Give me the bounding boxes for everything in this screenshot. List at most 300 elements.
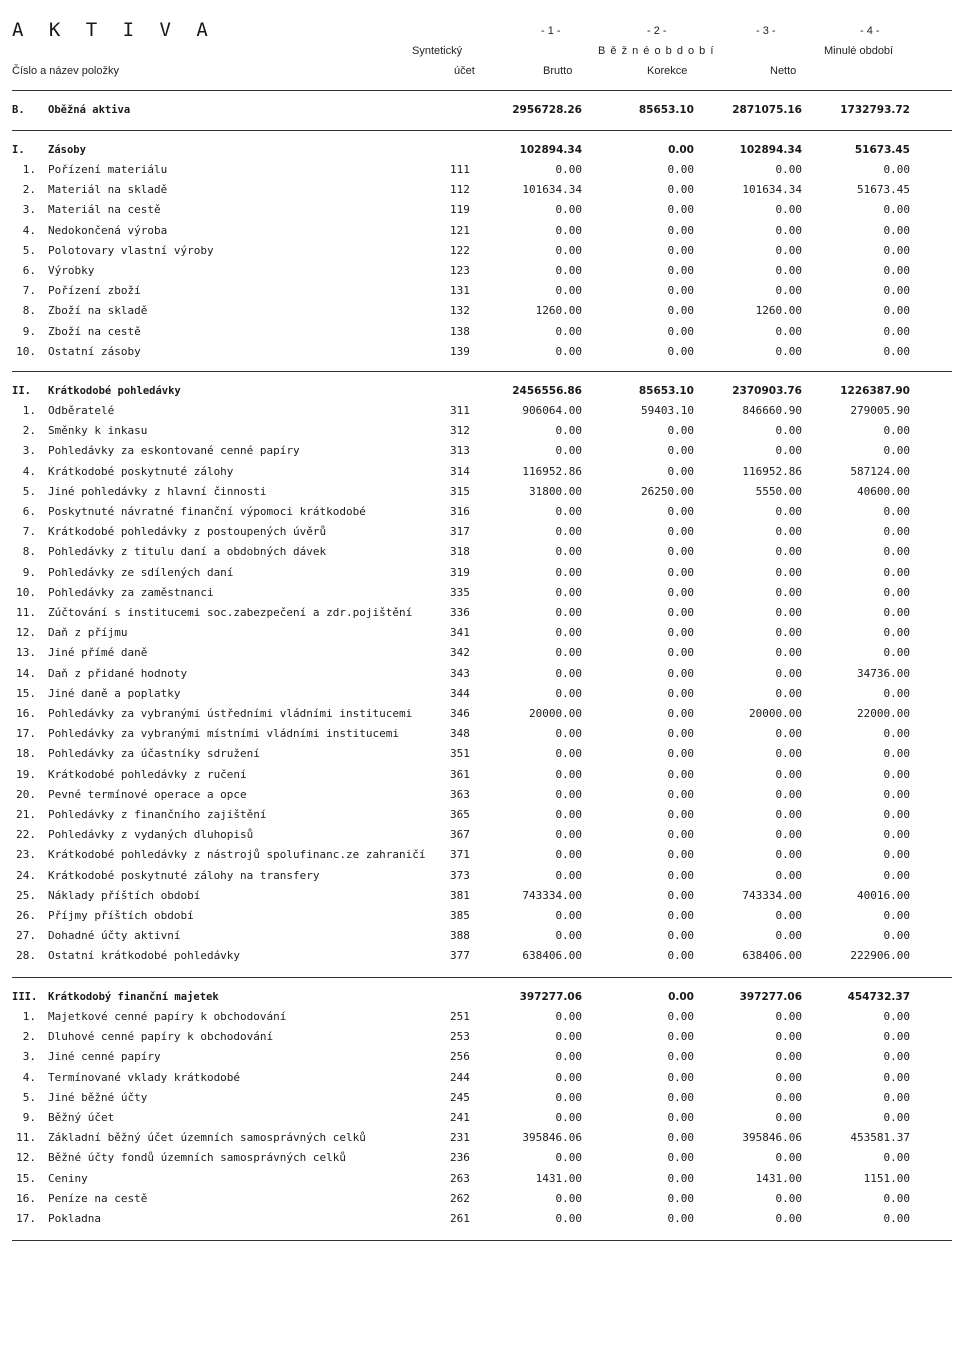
item-name: Poskytnuté návratné finanční výpomoci krátkodobé (48, 505, 366, 518)
account-number: 244 (450, 1070, 470, 1084)
brutto-value: 0.00 (555, 666, 582, 680)
korekce-value: 0.00 (667, 424, 694, 438)
brutto-value: 0.00 (555, 324, 582, 338)
netto-value: 0.00 (775, 808, 802, 821)
brutto-value: 0.00 (555, 444, 582, 458)
korekce-value: 59403.10 (641, 404, 694, 417)
item-name: Dluhové cenné papíry k obchodování (48, 1030, 274, 1044)
table-row (0, 163, 960, 177)
page-title: A K T I V A (12, 19, 215, 41)
table-row (0, 465, 960, 479)
header-netto: Netto (770, 65, 797, 77)
korekce-value: 0.00 (667, 646, 694, 660)
korekce-value: 0.00 (667, 747, 694, 761)
item-number: 6. (22, 264, 36, 277)
netto-value: 1260.00 (755, 304, 802, 318)
korekce-value: 0.00 (667, 929, 694, 943)
section-header-row (0, 384, 960, 398)
account-number: 344 (450, 686, 470, 700)
korekce-value: 0.00 (667, 808, 694, 821)
item-name: Pokladna (48, 1212, 101, 1225)
header-account: účet (454, 65, 475, 77)
account-number: 313 (450, 444, 470, 458)
brutto-value: 0.00 (555, 868, 582, 882)
item-number: 6. (22, 505, 36, 518)
prev-value: 587124.00 (850, 464, 910, 478)
brutto-value: 0.00 (555, 545, 582, 559)
prev-value: 0.00 (883, 1111, 910, 1124)
brutto-value: 0.00 (555, 646, 582, 660)
account-number: 138 (450, 324, 470, 338)
account-number: 122 (450, 243, 470, 257)
netto-value: 0.00 (775, 203, 802, 217)
brutto-value: 1260.00 (535, 304, 582, 318)
table-row (0, 1050, 960, 1064)
table-row (0, 707, 960, 721)
item-name: Pohledávky za vybranými ústředními vládními institucemi (48, 707, 413, 720)
item-name: Odběratelé (48, 404, 115, 417)
total-netto: 2871075.16 (732, 104, 802, 116)
item-number: 4. (22, 464, 36, 478)
account-number: 314 (450, 464, 470, 478)
account-number: 336 (450, 606, 470, 619)
brutto-value: 638406.00 (522, 949, 582, 963)
table-row (0, 727, 960, 741)
item-number: 27. (16, 929, 36, 943)
table-row (0, 284, 960, 298)
section-divider (12, 371, 952, 372)
korekce-value: 0.00 (667, 909, 694, 922)
account-number: 132 (450, 304, 470, 318)
brutto-value: 0.00 (555, 1151, 582, 1165)
netto-value: 0.00 (775, 1050, 802, 1064)
section-brutto: 397277.06 (519, 991, 582, 1003)
table-row (0, 889, 960, 903)
table-row (0, 1091, 960, 1105)
netto-value: 0.00 (775, 585, 802, 599)
item-name: Náklady příštích období (48, 888, 201, 902)
section-brutto: 102894.34 (519, 144, 582, 156)
korekce-value: 0.00 (667, 565, 694, 579)
account-number: 119 (450, 203, 470, 217)
netto-value: 0.00 (775, 565, 802, 579)
item-name: Termínované vklady krátkodobé (48, 1070, 241, 1084)
item-number: 5. (22, 243, 36, 257)
item-number: 8. (22, 545, 36, 559)
korekce-value: 0.00 (667, 1050, 694, 1064)
item-number: 15. (16, 686, 36, 700)
brutto-value: 0.00 (555, 1111, 582, 1124)
netto-value: 0.00 (775, 424, 802, 438)
netto-value: 1431.00 (755, 1171, 802, 1185)
header-brutto: Brutto (543, 65, 573, 77)
table-row (0, 747, 960, 761)
account-number: 251 (450, 1010, 470, 1023)
column-number-1: - 1 - (541, 25, 561, 37)
netto-value: 0.00 (775, 1111, 802, 1124)
netto-value: 0.00 (775, 344, 802, 358)
item-name: Ostatní krátkodobé pohledávky (48, 949, 241, 963)
prev-value: 0.00 (883, 646, 910, 660)
item-name: Jiné běžné účty (48, 1090, 148, 1104)
table-row (0, 1131, 960, 1145)
item-name: Pohledávky ze sdílených daní (48, 565, 234, 579)
item-name: Krátkodobé pohledávky z ručení (48, 767, 247, 781)
item-name: Jiné daně a poplatky (48, 686, 181, 700)
prev-value: 0.00 (883, 525, 910, 539)
section-header-row (0, 990, 960, 1004)
account-number: 312 (450, 424, 470, 438)
prev-value: 0.00 (883, 767, 910, 781)
prev-value: 0.00 (883, 264, 910, 277)
netto-value: 0.00 (775, 787, 802, 801)
account-number: 346 (450, 707, 470, 720)
item-number: 1. (22, 1010, 36, 1023)
korekce-value: 0.00 (667, 848, 694, 862)
brutto-value: 0.00 (555, 848, 582, 862)
table-row (0, 768, 960, 782)
korekce-value: 0.00 (667, 525, 694, 539)
korekce-value: 0.00 (667, 888, 694, 902)
table-row (0, 667, 960, 681)
brutto-value: 0.00 (555, 626, 582, 640)
netto-value: 0.00 (775, 545, 802, 559)
netto-value: 0.00 (775, 747, 802, 761)
table-row (0, 183, 960, 197)
brutto-value: 0.00 (555, 787, 582, 801)
table-row (0, 444, 960, 458)
item-number: 16. (16, 707, 36, 720)
netto-value: 0.00 (775, 606, 802, 619)
brutto-value: 0.00 (555, 909, 582, 922)
item-number: 16. (16, 1191, 36, 1205)
table-row (0, 586, 960, 600)
total-brutto: 2956728.26 (512, 104, 582, 116)
section-brutto: 2456556.86 (512, 385, 582, 397)
prev-value: 0.00 (883, 747, 910, 761)
netto-value: 101634.34 (742, 183, 802, 197)
prev-value: 0.00 (883, 585, 910, 599)
table-row (0, 1192, 960, 1206)
item-name: Pohledávky za eskontované cenné papíry (48, 444, 300, 458)
netto-value: 0.00 (775, 223, 802, 237)
table-row (0, 1071, 960, 1085)
account-number: 241 (450, 1111, 470, 1124)
korekce-value: 0.00 (667, 203, 694, 217)
table-row (0, 848, 960, 862)
brutto-value: 0.00 (555, 243, 582, 257)
account-number: 348 (450, 727, 470, 741)
brutto-value: 0.00 (555, 203, 582, 217)
item-number: 9. (22, 565, 36, 579)
item-number: 25. (16, 888, 36, 902)
section-header-row (0, 143, 960, 157)
item-number: 13. (16, 646, 36, 660)
table-row (0, 325, 960, 339)
prev-value: 0.00 (883, 284, 910, 298)
section-prev: 1226387.90 (840, 385, 910, 397)
prev-value: 0.00 (883, 848, 910, 862)
netto-value: 395846.06 (742, 1131, 802, 1145)
account-number: 388 (450, 929, 470, 943)
account-number: 231 (450, 1131, 470, 1145)
total-label: B. (12, 104, 25, 116)
netto-value: 743334.00 (742, 888, 802, 902)
section-netto: 397277.06 (739, 991, 802, 1003)
netto-value: 0.00 (775, 1212, 802, 1225)
prev-value: 0.00 (883, 1070, 910, 1084)
table-row (0, 1010, 960, 1024)
prev-value: 0.00 (883, 424, 910, 438)
korekce-value: 0.00 (667, 344, 694, 358)
item-number: 17. (16, 727, 36, 741)
korekce-value: 0.00 (667, 304, 694, 318)
brutto-value: 0.00 (555, 1191, 582, 1205)
korekce-value: 0.00 (667, 1090, 694, 1104)
korekce-value: 0.00 (667, 545, 694, 559)
item-number: 4. (22, 1070, 36, 1084)
brutto-value: 0.00 (555, 808, 582, 821)
item-name: Majetkové cenné papíry k obchodování (48, 1010, 287, 1023)
account-number: 367 (450, 828, 470, 842)
prev-value: 0.00 (883, 163, 910, 176)
prev-value: 0.00 (883, 1010, 910, 1023)
brutto-value: 0.00 (555, 1090, 582, 1104)
netto-value: 0.00 (775, 1030, 802, 1044)
netto-value: 0.00 (775, 324, 802, 338)
section-netto: 102894.34 (739, 144, 802, 156)
brutto-value: 0.00 (555, 1050, 582, 1064)
prev-value: 0.00 (883, 565, 910, 579)
netto-value: 0.00 (775, 1151, 802, 1165)
brutto-value: 0.00 (555, 344, 582, 358)
item-name: Základní běžný účet územních samosprávných celků (48, 1131, 366, 1145)
item-name: Příjmy příštích období (48, 909, 194, 922)
table-row (0, 949, 960, 963)
section-roman: II. (12, 385, 31, 397)
total-korekce: 85653.10 (638, 104, 694, 116)
prev-value: 40600.00 (857, 484, 910, 498)
korekce-value: 0.00 (667, 183, 694, 197)
netto-value: 0.00 (775, 505, 802, 518)
account-number: 256 (450, 1050, 470, 1064)
item-name: Pevné termínové operace a opce (48, 787, 247, 801)
brutto-value: 0.00 (555, 284, 582, 298)
brutto-value: 0.00 (555, 747, 582, 761)
korekce-value: 0.00 (667, 505, 694, 518)
item-number: 1. (22, 404, 36, 417)
prev-value: 0.00 (883, 243, 910, 257)
item-name: Směnky k inkasu (48, 424, 148, 438)
prev-value: 0.00 (883, 505, 910, 518)
prev-value: 51673.45 (857, 183, 910, 197)
table-row (0, 224, 960, 238)
section-divider (12, 977, 952, 978)
table-row (0, 828, 960, 842)
prev-value: 22000.00 (857, 707, 910, 720)
header-divider (12, 90, 952, 91)
account-number: 139 (450, 344, 470, 358)
netto-value: 0.00 (775, 666, 802, 680)
korekce-value: 0.00 (667, 1171, 694, 1185)
brutto-value: 0.00 (555, 565, 582, 579)
item-number: 5. (22, 1090, 36, 1104)
korekce-value: 0.00 (667, 1151, 694, 1165)
account-number: 342 (450, 646, 470, 660)
korekce-value: 0.00 (667, 585, 694, 599)
netto-value: 0.00 (775, 848, 802, 862)
account-number: 131 (450, 284, 470, 298)
section-name: Krátkodobé pohledávky (48, 385, 181, 397)
korekce-value: 0.00 (667, 626, 694, 640)
korekce-value: 0.00 (667, 1010, 694, 1023)
korekce-value: 0.00 (667, 1212, 694, 1225)
item-name: Pořízení materiálu (48, 163, 168, 176)
prev-value: 0.00 (883, 909, 910, 922)
prev-value: 40016.00 (857, 888, 910, 902)
item-number: 3. (22, 203, 36, 217)
account-number: 377 (450, 949, 470, 963)
netto-value: 0.00 (775, 1191, 802, 1205)
netto-value: 20000.00 (749, 707, 802, 720)
table-row (0, 909, 960, 923)
item-number: 22. (16, 828, 36, 842)
item-number: 3. (22, 444, 36, 458)
prev-value: 0.00 (883, 727, 910, 741)
item-name: Materiál na cestě (48, 203, 161, 217)
korekce-value: 0.00 (667, 727, 694, 741)
brutto-value: 0.00 (555, 163, 582, 176)
prev-value: 0.00 (883, 1090, 910, 1104)
account-number: 343 (450, 666, 470, 680)
prev-value: 0.00 (883, 223, 910, 237)
item-name: Běžné účty fondů územních samosprávných celků (48, 1151, 347, 1165)
item-number: 19. (16, 767, 36, 781)
brutto-value: 0.00 (555, 505, 582, 518)
account-number: 373 (450, 868, 470, 882)
prev-value: 0.00 (883, 868, 910, 882)
brutto-value: 0.00 (555, 1010, 582, 1023)
total-row (0, 103, 960, 117)
item-number: 14. (16, 666, 36, 680)
section-prev: 454732.37 (847, 991, 910, 1003)
table-row (0, 1151, 960, 1165)
item-name: Pohledávky za účastníky sdružení (48, 747, 260, 761)
prev-value: 453581.37 (850, 1131, 910, 1145)
item-name: Dohadné účty aktivní (48, 929, 181, 943)
header-previous-period: Minulé období (824, 45, 894, 57)
korekce-value: 0.00 (667, 707, 694, 720)
section-name: Krátkodobý finanční majetek (48, 991, 219, 1003)
brutto-value: 0.00 (555, 264, 582, 277)
account-number: 319 (450, 565, 470, 579)
section-name: Zásoby (48, 144, 86, 156)
korekce-value: 0.00 (667, 1030, 694, 1044)
netto-value: 0.00 (775, 646, 802, 660)
item-name: Krátkodobé pohledávky z nástrojů spolufinanc.ze zahraničí (48, 848, 426, 862)
item-name: Jiné pohledávky z hlavní činnosti (48, 484, 267, 498)
brutto-value: 906064.00 (522, 404, 582, 417)
header-item-label: Číslo a název položky (12, 65, 119, 77)
account-number: 245 (450, 1090, 470, 1104)
brutto-value: 0.00 (555, 767, 582, 781)
brutto-value: 0.00 (555, 727, 582, 741)
brutto-value: 1431.00 (535, 1171, 582, 1185)
brutto-value: 0.00 (555, 1070, 582, 1084)
korekce-value: 0.00 (667, 464, 694, 478)
netto-value: 0.00 (775, 909, 802, 922)
prev-value: 0.00 (883, 324, 910, 338)
item-name: Krátkodobé poskytnuté zálohy na transfery (48, 868, 320, 882)
prev-value: 0.00 (883, 304, 910, 318)
prev-value: 0.00 (883, 1191, 910, 1205)
item-number: 15. (16, 1171, 36, 1185)
item-number: 2. (22, 1030, 36, 1044)
item-name: Krátkodobé pohledávky z postoupených úvěrů (48, 525, 327, 539)
account-number: 236 (450, 1151, 470, 1165)
item-number: 7. (22, 284, 36, 298)
prev-value: 0.00 (883, 626, 910, 640)
korekce-value: 0.00 (667, 1131, 694, 1145)
section-netto: 2370903.76 (732, 385, 802, 397)
prev-value: 222906.00 (850, 949, 910, 963)
korekce-value: 0.00 (667, 1070, 694, 1084)
korekce-value: 0.00 (667, 949, 694, 963)
account-number: 311 (450, 404, 470, 417)
item-name: Výrobky (48, 264, 95, 277)
item-number: 7. (22, 525, 36, 539)
item-name: Pohledávky za zaměstnanci (48, 585, 214, 599)
item-number: 21. (16, 808, 36, 821)
item-number: 8. (22, 304, 36, 318)
prev-value: 0.00 (883, 1050, 910, 1064)
table-row (0, 264, 960, 278)
item-number: 5. (22, 484, 36, 498)
header-current-period: B ě ž n é o b d o b í (598, 45, 715, 57)
table-row (0, 345, 960, 359)
netto-value: 0.00 (775, 626, 802, 640)
item-name: Zboží na skladě (48, 304, 148, 318)
account-number: 351 (450, 747, 470, 761)
korekce-value: 0.00 (667, 787, 694, 801)
korekce-value: 0.00 (667, 444, 694, 458)
brutto-value: 116952.86 (522, 464, 582, 478)
brutto-value: 101634.34 (522, 183, 582, 197)
item-name: Zúčtování s institucemi soc.zabezpečení a zdr.pojištění (48, 606, 413, 619)
table-row (0, 788, 960, 802)
item-name: Ostatní zásoby (48, 344, 141, 358)
table-row (0, 1212, 960, 1226)
prev-value: 0.00 (883, 929, 910, 943)
brutto-value: 395846.06 (522, 1131, 582, 1145)
table-row (0, 687, 960, 701)
prev-value: 0.00 (883, 686, 910, 700)
section-roman: III. (12, 991, 38, 1003)
account-number: 318 (450, 545, 470, 559)
netto-value: 0.00 (775, 444, 802, 458)
brutto-value: 0.00 (555, 223, 582, 237)
netto-value: 846660.90 (742, 404, 802, 417)
prev-value: 279005.90 (850, 404, 910, 417)
table-row (0, 626, 960, 640)
item-name: Pořízení zboží (48, 284, 141, 298)
netto-value: 0.00 (775, 828, 802, 842)
netto-value: 0.00 (775, 1070, 802, 1084)
table-bottom-divider (12, 1240, 952, 1241)
item-name: Peníze na cestě (48, 1191, 148, 1205)
korekce-value: 0.00 (667, 223, 694, 237)
account-number: 263 (450, 1171, 470, 1185)
